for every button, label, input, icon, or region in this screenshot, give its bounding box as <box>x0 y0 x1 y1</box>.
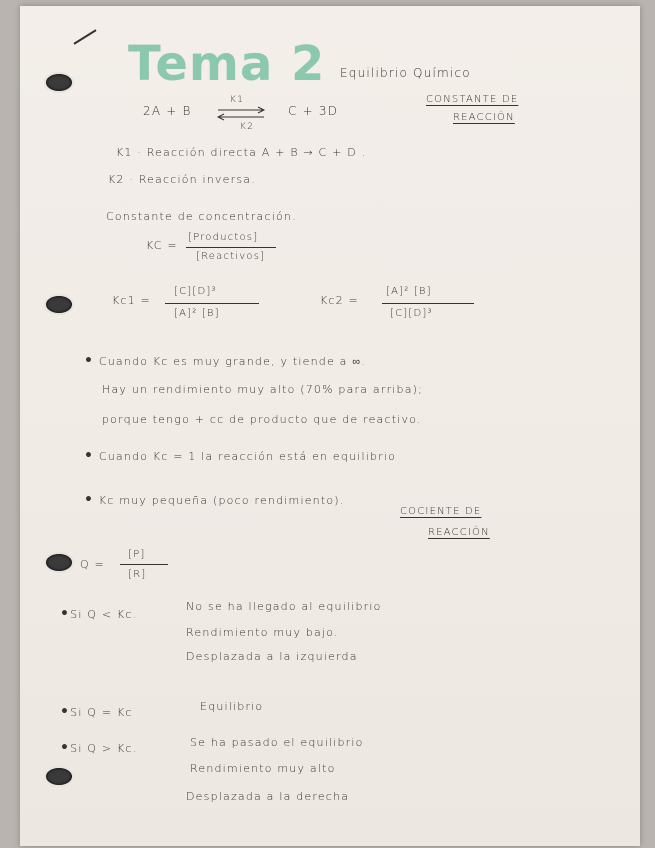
case-condition: Si Q > Kc. <box>70 742 138 755</box>
page-title: Tema 2 <box>128 36 326 92</box>
case-line: Desplazada a la izquierda <box>186 650 358 663</box>
punch-hole <box>46 74 72 91</box>
equilibrium-arrows-icon <box>216 106 268 122</box>
bullet-text: Cuando Kc es muy grande, y tiende a ∞. <box>98 355 366 368</box>
fraction-bar <box>382 303 474 304</box>
constante-heading-2: REACCIÓN <box>453 112 515 123</box>
cociente-heading-2: REACCIÓN <box>428 527 490 538</box>
k2-line: K2 · Reacción inversa. <box>108 173 256 186</box>
case-line: Equilibrio <box>200 700 264 713</box>
page-subtitle: Equilibrio Químico <box>340 66 471 80</box>
bullet-icon: • <box>84 353 95 369</box>
punch-hole <box>46 554 72 571</box>
bullet-icon: • <box>60 704 71 720</box>
case-line: No se ha llegado al equilibrio <box>186 600 382 613</box>
q-denominator: [R] <box>128 569 147 580</box>
kc-numerator: [Productos] <box>188 232 259 243</box>
k1-line: K1 · Reacción directa A + B → C + D . <box>116 146 367 159</box>
bullet-icon: • <box>60 606 71 622</box>
reaction-k1: K1 <box>230 95 245 105</box>
punch-hole <box>46 296 72 313</box>
reaction-lhs: 2A + B <box>143 104 192 118</box>
fraction-bar <box>186 247 276 248</box>
bullet-icon: • <box>60 740 71 756</box>
case-condition: Si Q < Kc. <box>70 608 138 621</box>
fraction-bar <box>120 564 168 565</box>
fraction-bar <box>165 303 259 304</box>
kc1-numerator: [C][D]³ <box>174 286 217 297</box>
constante-concentracion: Constante de concentración. <box>106 210 297 223</box>
case-line: Rendimiento muy bajo. <box>186 626 339 639</box>
reaction-k2: K2 <box>240 122 255 132</box>
bullet-text: porque tengo + cc de producto que de reactivo. <box>102 413 422 426</box>
notebook-page <box>20 6 640 846</box>
punch-hole <box>46 768 72 785</box>
kc2-label: Kc2 = <box>320 294 359 307</box>
case-line: Rendimiento muy alto <box>190 762 336 775</box>
case-line: Se ha pasado el equilibrio <box>190 736 364 749</box>
cociente-heading-1: COCIENTE DE <box>400 506 482 517</box>
case-condition: Si Q = Kc <box>70 706 133 719</box>
kc1-label: Kc1 = <box>112 294 151 307</box>
kc1-denominator: [A]² [B] <box>174 308 220 319</box>
q-numerator: [P] <box>128 549 146 560</box>
q-label: Q = <box>80 558 105 571</box>
bullet-icon: • <box>84 492 95 508</box>
bullet-icon: • <box>84 448 95 464</box>
reaction-rhs: C + 3D <box>288 104 339 118</box>
bullet-text: Cuando Kc = 1 la reacción está en equilibrio <box>98 450 397 463</box>
case-line: Desplazada a la derecha <box>186 790 350 803</box>
bullet-text: Kc muy pequeña (poco rendimiento). <box>98 494 345 507</box>
constante-heading-1: CONSTANTE DE <box>426 94 519 105</box>
kc-label: KC = <box>146 239 178 252</box>
kc2-numerator: [A]² [B] <box>386 286 432 297</box>
kc-denominator: [Reactivos] <box>196 251 266 262</box>
pen-mark <box>73 29 96 44</box>
bullet-text: Hay un rendimiento muy alto (70% para arriba); <box>102 383 424 396</box>
kc2-denominator: [C][D]³ <box>390 308 433 319</box>
